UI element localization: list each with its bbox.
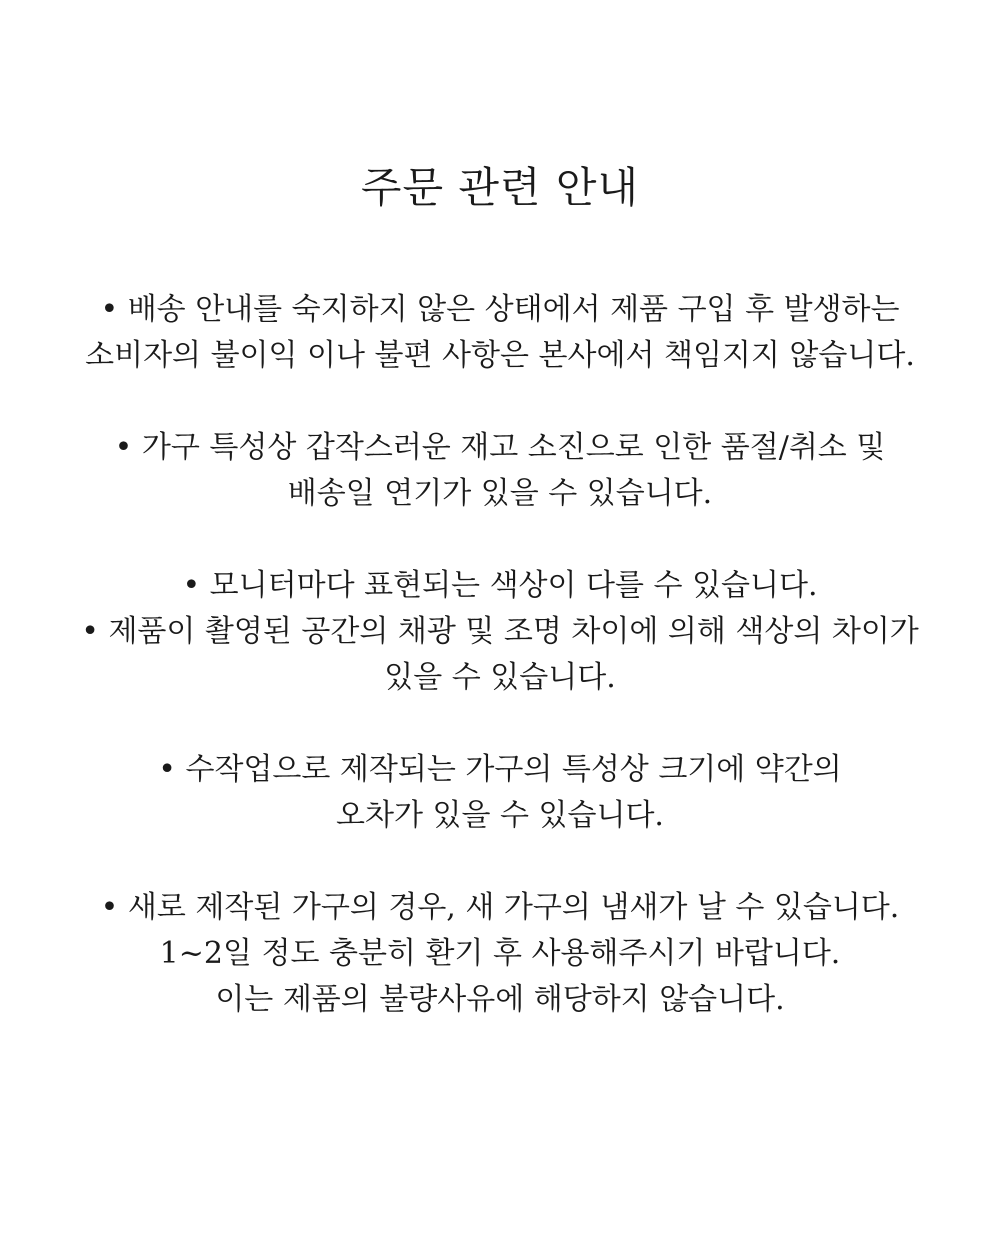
notice-4-line-2: 오차가 있을 수 있습니다.	[336, 798, 664, 833]
notice-2-line-2: 배송일 연기가 있을 수 있습니다.	[287, 476, 713, 511]
notice-5-line-1: • 새로 제작된 가구의 경우, 새 가구의 냄새가 날 수 있습니다.	[100, 890, 900, 925]
notice-5-line-3: 이는 제품의 불량사유에 해당하지 않습니다.	[215, 982, 785, 1017]
notice-1-line-1: • 배송 안내를 숙지하지 않은 상태에서 제품 구입 후 발생하는	[100, 292, 900, 327]
page-title: 주문 관련 안내	[360, 163, 640, 212]
notice-3-line-3: 있을 수 있습니다.	[384, 660, 616, 695]
notice-2-line-1: • 가구 특성상 갑작스러운 재고 소진으로 인한 품절/취소 및	[114, 430, 886, 465]
notice-3-line-1: • 모니터마다 표현되는 색상이 다를 수 있습니다.	[182, 568, 818, 603]
notice-1-line-2: 소비자의 불이익 이나 불편 사항은 본사에서 책임지지 않습니다.	[85, 338, 915, 373]
notice-4-line-1: • 수작업으로 제작되는 가구의 특성상 크기에 약간의	[158, 752, 842, 787]
notice-3-line-2: • 제품이 촬영된 공간의 채광 및 조명 차이에 의해 색상의 차이가	[81, 614, 919, 649]
notice-5-line-2: 1~2일 정도 충분히 환기 후 사용해주시기 바랍니다.	[159, 936, 841, 971]
